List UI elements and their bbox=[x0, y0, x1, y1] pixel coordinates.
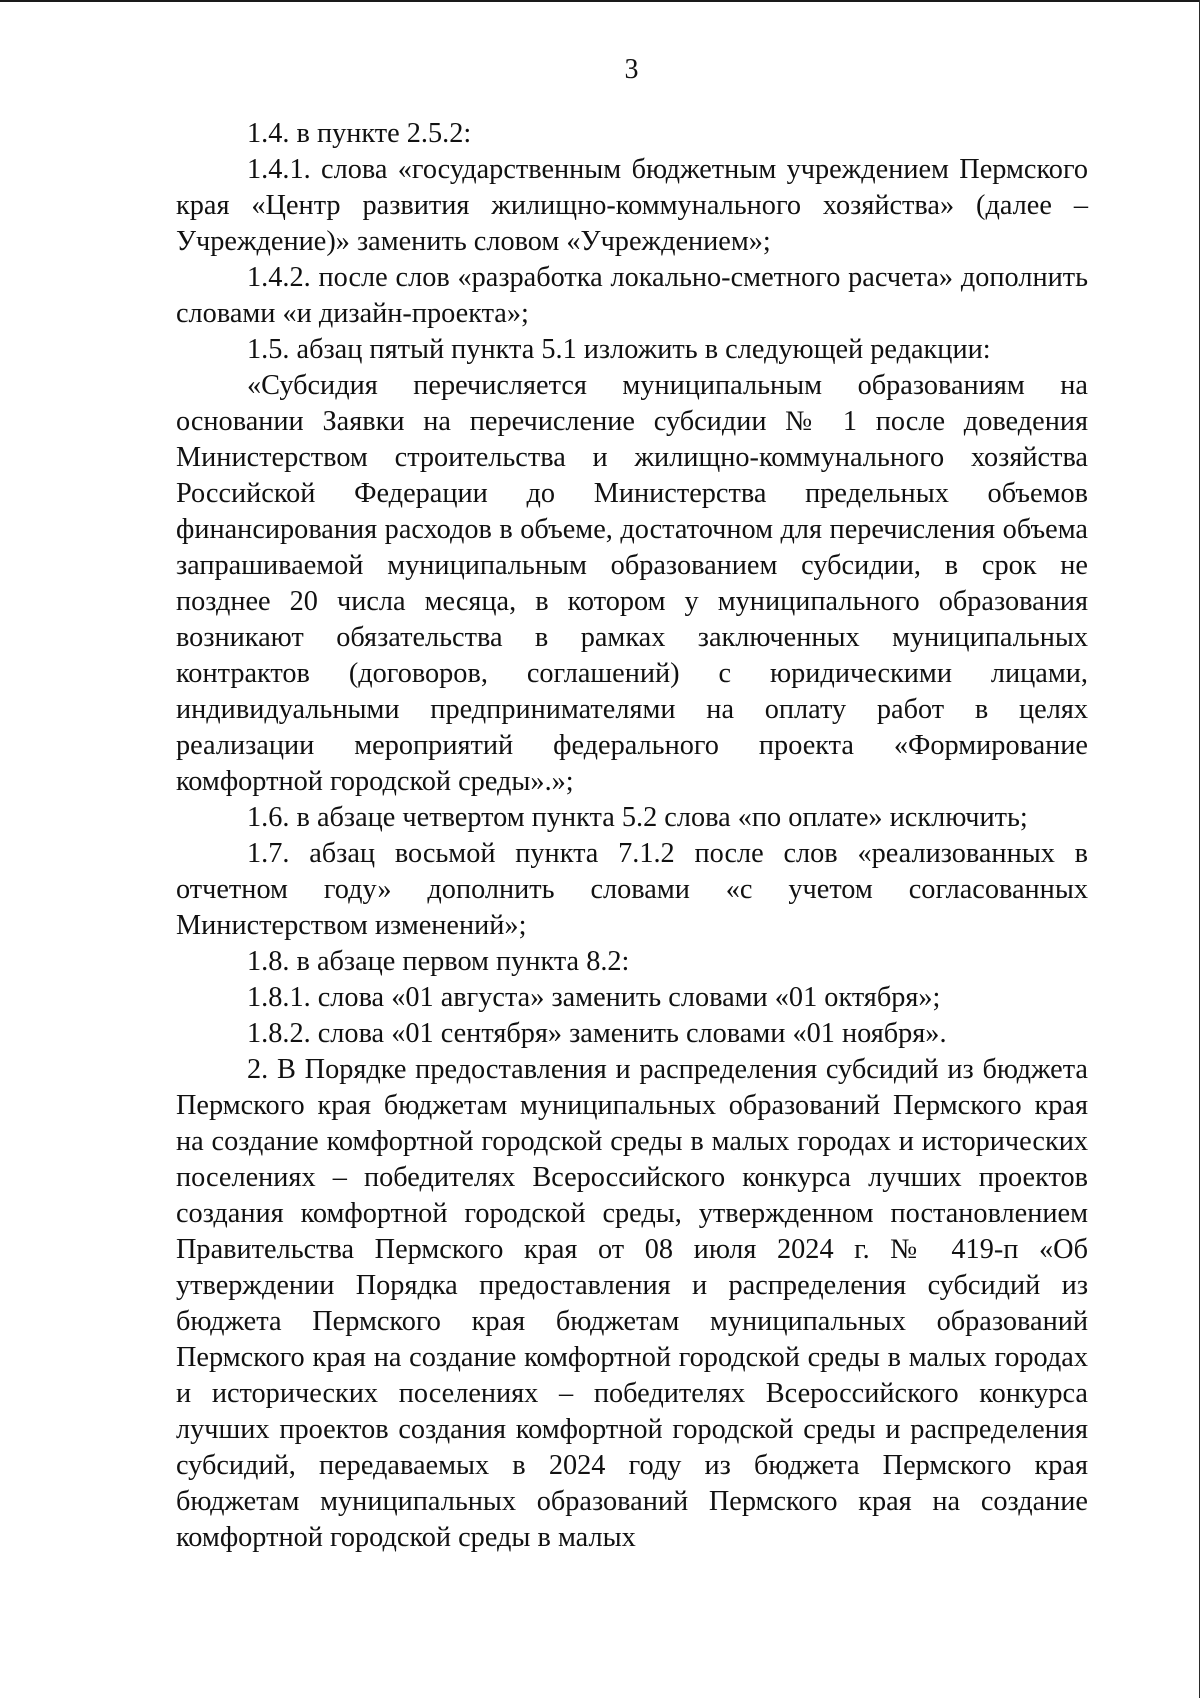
document-body bbox=[176, 116, 1088, 1556]
paragraph-1-4: 1.4. в пункте 2.5.2: bbox=[247, 118, 472, 149]
paragraph-1-6: 1.6. в абзаце четвертом пункта 5.2 слова «по оплате» исключить; bbox=[247, 802, 1028, 833]
paragraph-1-8: 1.8. в абзаце первом пункта 8.2: bbox=[247, 946, 630, 977]
paragraph-1-8-2: 1.8.2. слова «01 сентября» заменить словами «01 ноября». bbox=[247, 1018, 947, 1049]
paragraph-1-8-1: 1.8.1. слова «01 августа» заменить словами «01 октября»; bbox=[247, 982, 941, 1013]
paragraph-1-7: 1.7. абзац восьмой пункта 7.1.2 после слов «реализованных в отчетном году» дополнить словами «с учетом согласованных Министерством изменений»; bbox=[176, 838, 1088, 941]
page-number: 3 bbox=[624, 54, 639, 85]
paragraph-2: 2. В Порядке предоставления и распределения субсидий из бюджета Пермского края бюджетам муниципальных образований Пермского края на создание комфортной городской среды в малых городах и исторических поселениях – победителях Всероссийского конкурса лучших проектов создания комфортной городской среды, утвержденном постановлением Правительства Пермского края от 08 июля 2024 г. № 419-п «Об утверждении Порядка предоставления и распределения субсидий из бюджета Пермского края бюджетам муниципальных образований Пермского края на создание комфортной городской среды в малых городах и исторических поселениях – победителях Всероссийского конкурса лучших проектов создания комфортной городской среды и распределения субсидий, передаваемых в 2024 году из бюджета Пермского края бюджетам муниципальных образований Пермского края на создание комфортной городской среды в малых bbox=[176, 1054, 1088, 1553]
paragraph-1-5: 1.5. абзац пятый пункта 5.1 изложить в следующей редакции: bbox=[247, 334, 991, 365]
paragraph-1-4-2: 1.4.2. после слов «разработка локально-сметного расчета» дополнить словами «и дизайн-проекта»; bbox=[176, 262, 1088, 329]
paragraph-subsidy-quote: «Субсидия перечисляется муниципальным образованиям на основании Заявки на перечисление субсидии № 1 после доведения Министерством строительства и жилищно-коммунального хозяйства Российской Федерации до Министерства предельных объемов финансирования расходов в объеме, достаточном для перечисления объема запрашиваемой муниципальным образованием субсидии, в срок не позднее 20 числа месяца, в котором у муниципального образования возникают обязательства в рамках заключенных муниципальных контрактов (договоров, соглашений) с юридическими лицами, индивидуальными предпринимателями на оплату работ в целях реализации мероприятий федерального проекта «Формирование комфортной городской среды».»; bbox=[176, 370, 1088, 797]
paragraph-1-4-1: 1.4.1. слова «государственным бюджетным учреждением Пермского края «Центр развития жилищно-коммунального хозяйства» (далее – Учреждение)» заменить словом «Учреждением»; bbox=[176, 154, 1088, 257]
page-top-edge bbox=[0, 0, 1200, 2]
